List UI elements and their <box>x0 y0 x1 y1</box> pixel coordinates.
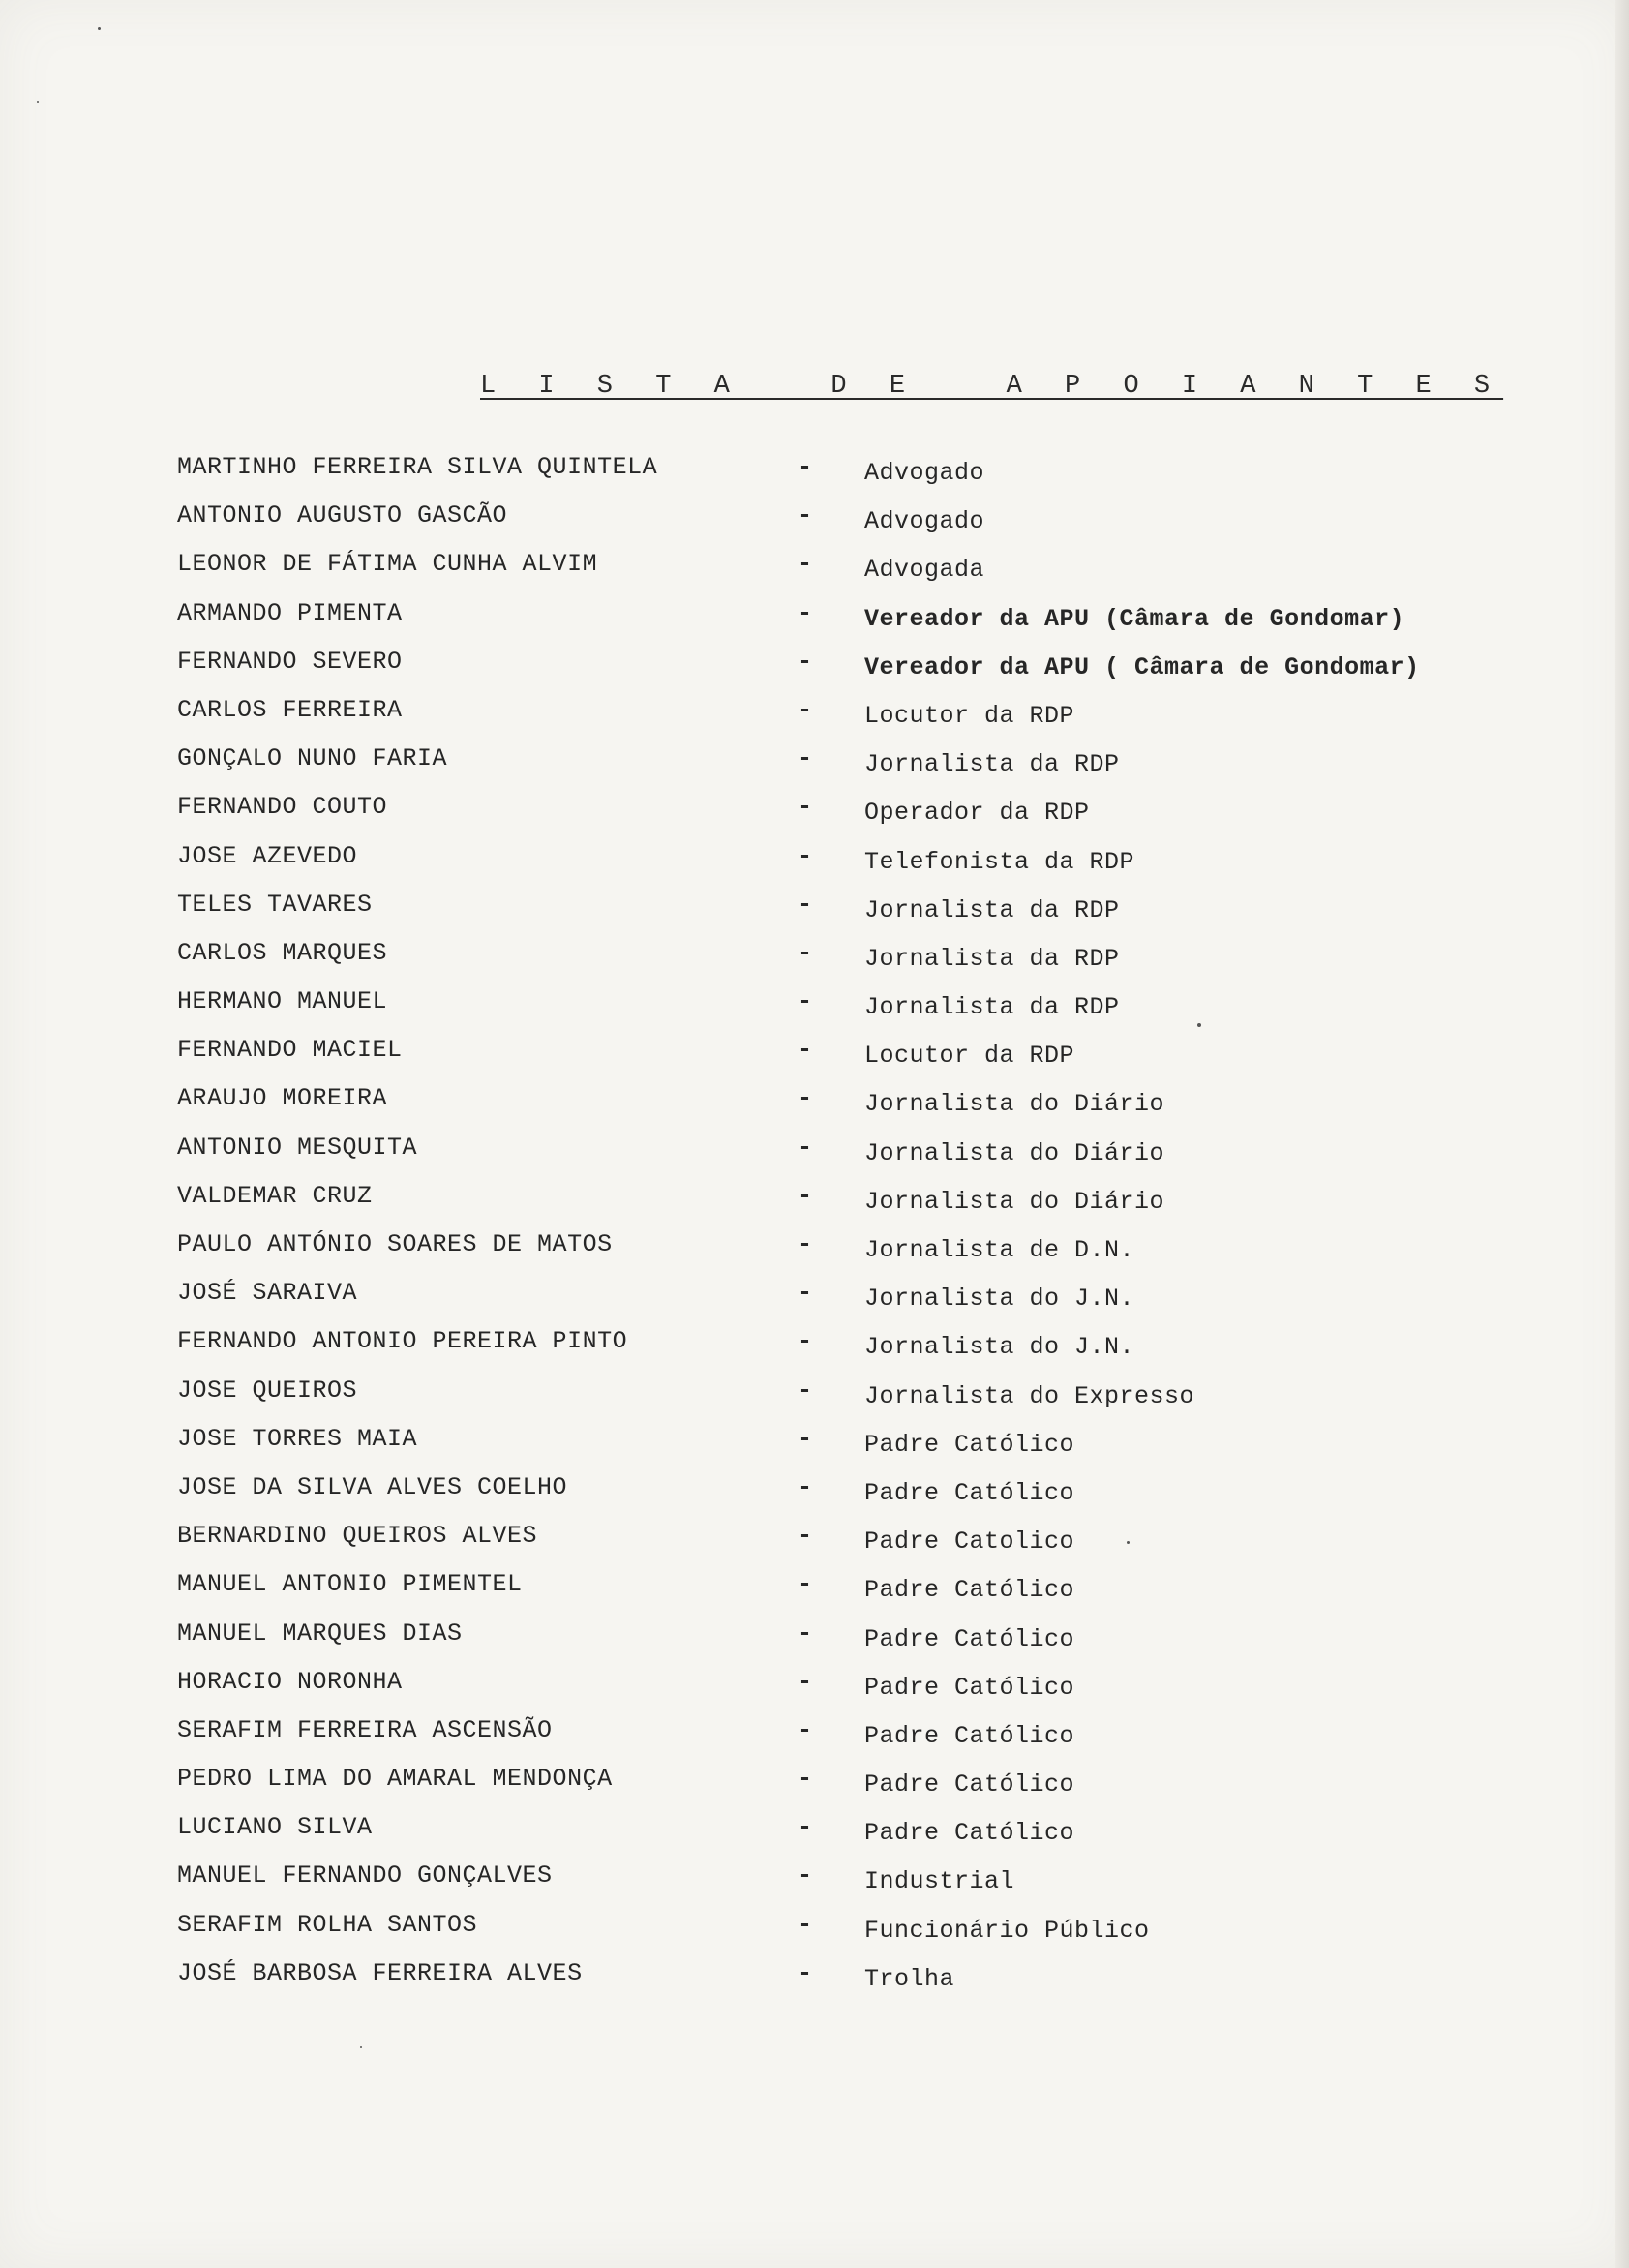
separator-dash: - <box>798 1910 813 1939</box>
separator-dash: - <box>798 453 813 481</box>
supporter-name: ARAUJO MOREIRA <box>177 1084 388 1113</box>
supporters-list <box>177 445 1581 2000</box>
separator-dash: - <box>798 550 813 579</box>
separator-dash: - <box>798 1279 813 1308</box>
supporter-role: Jornalista do Diário <box>864 1187 1165 1216</box>
separator-dash: - <box>798 744 813 773</box>
list-item <box>177 640 1581 688</box>
supporter-role: Jornalista da RDP <box>864 993 1120 1022</box>
supporter-name: HERMANO MANUEL <box>177 987 388 1016</box>
list-item <box>177 1174 1581 1223</box>
separator-dash: - <box>798 841 813 870</box>
separator-dash: - <box>798 598 813 627</box>
supporter-name: SERAFIM FERREIRA ASCENSÃO <box>177 1715 553 1744</box>
supporter-role: Padre Católico <box>864 1721 1075 1750</box>
list-item <box>177 980 1581 1028</box>
separator-dash: - <box>798 1230 813 1258</box>
supporter-role: Operador da RDP <box>864 799 1090 828</box>
supporter-name: PAULO ANTÓNIO SOARES DE MATOS <box>177 1230 613 1258</box>
separator-dash: - <box>798 1958 813 1987</box>
separator-dash: - <box>798 1522 813 1551</box>
supporter-name: MANUEL ANTONIO PIMENTEL <box>177 1570 523 1599</box>
supporter-name: JOSÉ SARAIVA <box>177 1279 358 1308</box>
supporter-role: Advogado <box>864 507 985 536</box>
separator-dash: - <box>798 1618 813 1648</box>
supporter-role: Padre Catolico <box>864 1527 1075 1557</box>
supporter-role: Padre Católico <box>864 1624 1075 1653</box>
supporter-role: Jornalista do Diário <box>864 1090 1165 1119</box>
supporter-role: Padre Católico <box>864 1770 1075 1799</box>
supporter-role: Locutor da RDP <box>864 701 1075 730</box>
list-item <box>177 688 1581 737</box>
list-item <box>177 1126 1581 1174</box>
list-item <box>177 931 1581 980</box>
supporter-name: GONÇALO NUNO FARIA <box>177 744 448 773</box>
supporter-name: CARLOS MARQUES <box>177 938 388 967</box>
separator-dash: - <box>798 1715 813 1744</box>
list-item <box>177 1709 1581 1757</box>
list-item <box>177 1076 1581 1125</box>
list-item <box>177 1612 1581 1660</box>
separator-dash: - <box>798 1472 813 1501</box>
supporter-role: Advogado <box>864 459 985 487</box>
supporter-name: LUCIANO SILVA <box>177 1813 373 1842</box>
supporter-name: VALDEMAR CRUZ <box>177 1181 373 1210</box>
list-item <box>177 1514 1581 1562</box>
separator-dash: - <box>798 1133 813 1162</box>
supporter-name: FERNANDO ANTONIO PEREIRA PINTO <box>177 1327 628 1356</box>
supporter-role: Padre Católico <box>864 1430 1075 1459</box>
separator-dash: - <box>798 890 813 919</box>
separator-dash: - <box>798 1861 813 1890</box>
list-item <box>177 1028 1581 1076</box>
separator-dash: - <box>798 647 813 676</box>
supporter-role: Vereador da APU ( Câmara de Gondomar) <box>864 652 1420 681</box>
supporter-role: Padre Católico <box>864 1478 1075 1507</box>
supporter-role: Padre Católico <box>864 1576 1075 1605</box>
supporter-name: MANUEL FERNANDO GONÇALVES <box>177 1861 553 1890</box>
supporter-name: JOSE TORRES MAIA <box>177 1424 418 1453</box>
supporter-role: Locutor da RDP <box>864 1042 1075 1071</box>
supporter-role: Jornalista do Expresso <box>864 1381 1195 1410</box>
list-item <box>177 1466 1581 1514</box>
supporter-name: ARMANDO PIMENTA <box>177 598 403 627</box>
ink-speck <box>360 2046 362 2048</box>
list-item <box>177 1805 1581 1854</box>
supporter-name: JOSE QUEIROS <box>177 1376 358 1405</box>
supporter-role: Padre Católico <box>864 1819 1075 1848</box>
list-item <box>177 785 1581 833</box>
separator-dash: - <box>798 1084 813 1113</box>
list-item <box>177 1271 1581 1319</box>
supporter-name: JOSE DA SILVA ALVES COELHO <box>177 1472 568 1501</box>
supporter-role: Trolha <box>864 1964 955 1993</box>
supporter-name: MARTINHO FERREIRA SILVA QUINTELA <box>177 453 658 481</box>
separator-dash: - <box>798 1181 813 1210</box>
list-item <box>177 494 1581 542</box>
list-item <box>177 1660 1581 1709</box>
supporter-role: Jornalista da RDP <box>864 750 1120 779</box>
supporter-name: JOSÉ BARBOSA FERREIRA ALVES <box>177 1958 583 1987</box>
list-item <box>177 1903 1581 1951</box>
list-item <box>177 445 1581 494</box>
list-item <box>177 1319 1581 1368</box>
ink-speck <box>98 27 101 30</box>
list-item <box>177 1951 1581 2000</box>
supporter-role: Jornalista do Diário <box>864 1138 1165 1167</box>
list-item <box>177 542 1581 590</box>
separator-dash: - <box>798 987 813 1016</box>
supporter-role: Jornalista da RDP <box>864 895 1120 924</box>
supporter-name: MANUEL MARQUES DIAS <box>177 1618 463 1648</box>
separator-dash: - <box>798 1667 813 1696</box>
supporter-name: PEDRO LIMA DO AMARAL MENDONÇA <box>177 1765 613 1794</box>
separator-dash: - <box>798 1327 813 1356</box>
separator-dash: - <box>798 1765 813 1794</box>
separator-dash: - <box>798 1570 813 1599</box>
separator-dash: - <box>798 938 813 967</box>
list-item <box>177 737 1581 785</box>
supporter-role: Padre Católico <box>864 1673 1075 1702</box>
supporter-role: Jornalista do J.N. <box>864 1285 1135 1314</box>
supporter-name: CARLOS FERREIRA <box>177 695 403 724</box>
supporter-name: FERNANDO COUTO <box>177 793 388 822</box>
supporter-role: Advogada <box>864 556 985 585</box>
ink-speck <box>37 101 39 103</box>
list-item <box>177 1417 1581 1466</box>
separator-dash: - <box>798 1424 813 1453</box>
list-item <box>177 1369 1581 1417</box>
supporter-role: Jornalista do J.N. <box>864 1333 1135 1362</box>
page-edge <box>1615 0 1629 2268</box>
supporter-role: Jornalista de D.N. <box>864 1236 1135 1264</box>
supporter-name: SERAFIM ROLHA SANTOS <box>177 1910 478 1939</box>
list-item <box>177 1854 1581 1902</box>
separator-dash: - <box>798 1376 813 1405</box>
list-item <box>177 883 1581 931</box>
supporter-role: Telefonista da RDP <box>864 847 1135 876</box>
supporter-role: Funcionário Público <box>864 1916 1150 1945</box>
supporter-role: Vereador da APU (Câmara de Gondomar) <box>864 604 1405 633</box>
list-item <box>177 591 1581 640</box>
list-item <box>177 1223 1581 1271</box>
supporter-name: ANTONIO AUGUSTO GASCÃO <box>177 501 508 530</box>
supporter-role: Industrial <box>864 1867 1015 1896</box>
supporter-name: FERNANDO SEVERO <box>177 647 403 676</box>
list-item <box>177 834 1581 883</box>
separator-dash: - <box>798 501 813 530</box>
list-item <box>177 1562 1581 1611</box>
supporter-name: BERNARDINO QUEIROS ALVES <box>177 1522 538 1551</box>
separator-dash: - <box>798 695 813 724</box>
supporter-name: JOSE AZEVEDO <box>177 841 358 870</box>
separator-dash: - <box>798 1813 813 1842</box>
separator-dash: - <box>798 793 813 822</box>
supporter-name: ANTONIO MESQUITA <box>177 1133 418 1162</box>
supporter-name: LEONOR DE FÁTIMA CUNHA ALVIM <box>177 550 598 579</box>
supporter-name: FERNANDO MACIEL <box>177 1036 403 1065</box>
separator-dash: - <box>798 1036 813 1065</box>
document-title: L I S T A D E A P O I A N T E S <box>480 372 1504 401</box>
list-item <box>177 1757 1581 1805</box>
supporter-name: HORACIO NORONHA <box>177 1667 403 1696</box>
supporter-role: Jornalista da RDP <box>864 944 1120 973</box>
supporter-name: TELES TAVARES <box>177 890 373 919</box>
